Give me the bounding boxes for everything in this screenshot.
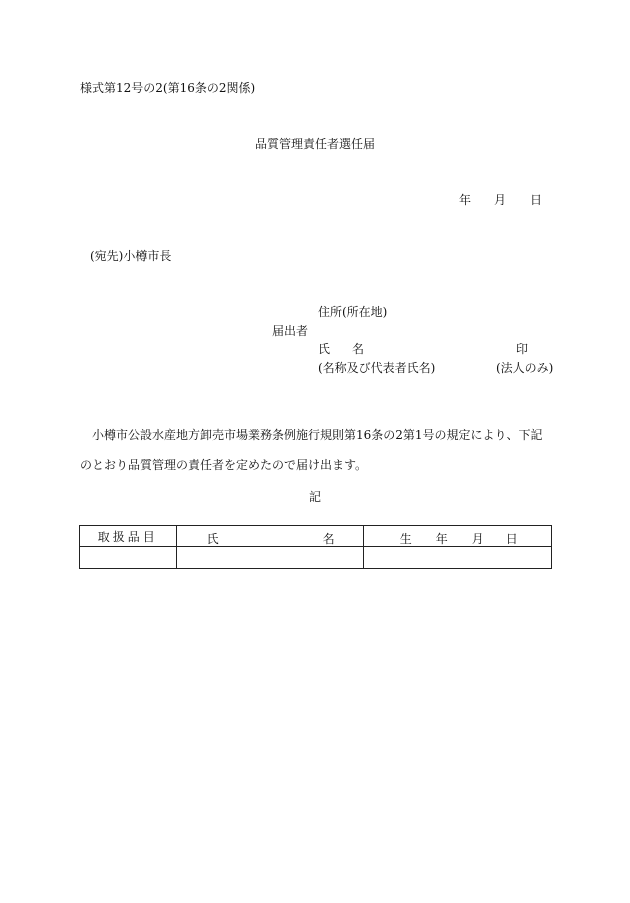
header-name-second-char: 名 [322,532,335,546]
name-note: (名称及び代表者氏名) [318,361,436,375]
addressee: (宛先)小樽市長 [90,249,172,263]
ki-label: 記 [308,490,321,504]
address-label: 住所(所在地) [318,305,388,319]
header-birth-char-2: 年 [435,532,448,546]
header-birth-char-1: 生 [399,532,412,546]
form-number: 様式第12号の2(第16条の2関係) [80,81,256,95]
date-year-label: 年 [459,193,472,207]
body-text: 小樽市公設水産地方卸売市場業務条例施行規則第16条の2第1号の規定により、下記のとおり品質管理の責任者を定めたので届け出ます。 [80,428,543,472]
name-label-second-char: 名 [352,342,365,356]
cell-name[interactable] [176,547,363,569]
table-row [80,547,552,569]
header-item: 取扱品目 [80,526,177,547]
header-name [176,526,363,547]
seal-note: (法人のみ) [496,361,554,375]
header-name-first-char: 氏 [206,532,219,546]
cell-item[interactable] [80,547,177,569]
name-label-first-char: 氏 [318,342,331,356]
header-birthdate [363,526,551,547]
date-month-label: 月 [494,193,507,207]
header-birth-char-3: 月 [471,532,484,546]
table-header-row [80,526,552,547]
items-table [79,525,552,569]
applicant-label: 届出者 [272,324,309,338]
header-birth-char-4: 日 [505,532,518,546]
date-day-label: 日 [530,193,543,207]
seal-label: 印 [516,342,529,356]
document-title: 品質管理責任者選任届 [254,137,375,151]
cell-birthdate[interactable] [363,547,551,569]
